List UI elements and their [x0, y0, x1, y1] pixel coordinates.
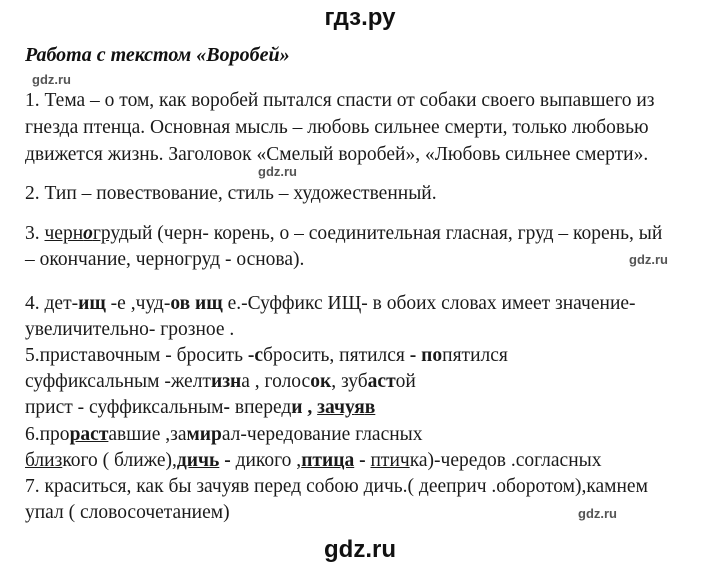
text-segment: - — [223, 397, 235, 418]
text-segment: ов ищ — [170, 293, 223, 314]
text-segment: 6.про — [25, 424, 70, 445]
answer-line-13 — [25, 451, 602, 471]
text-segment: изн — [210, 371, 242, 392]
text-segment: за — [317, 397, 334, 418]
text-segment: бросить, пятился — [263, 345, 410, 366]
answer-line-8: увеличительно- грозное . — [25, 319, 235, 340]
text-segment: в — [364, 397, 376, 418]
text-segment: кого ( ближе), — [62, 450, 177, 471]
text-segment: -с — [247, 345, 264, 366]
text-segment: е.-Суффикс ИЩ- в обоих словах имеет значение- — [222, 293, 636, 314]
answer-line-7 — [25, 294, 636, 314]
answer-line-5 — [25, 224, 662, 244]
answer-line-9 — [25, 346, 508, 366]
watermark: gdz.ru — [578, 506, 617, 521]
text-segment: чу — [333, 397, 355, 418]
text-segment: о — [83, 223, 93, 244]
section-heading: Работа с текстом «Воробей» — [25, 44, 290, 66]
text-segment: и , — [291, 397, 318, 418]
answer-line-14: 7. краситься, как бы зачуяв перед собою дичь.( дееприч .оборотом),камнем — [25, 476, 648, 497]
site-title: гдз.ру — [324, 4, 396, 31]
text-segment: аст — [367, 371, 396, 392]
text-segment: близ — [25, 450, 63, 471]
text-segment: 5.приставочным - бросить — [25, 345, 248, 366]
text-segment: ка)-чередов .согласных — [409, 450, 602, 471]
text-segment: 3. — [25, 223, 45, 244]
text-segment: ый — [128, 223, 153, 244]
text-segment: ок — [310, 371, 332, 392]
answer-line-10 — [25, 372, 416, 392]
text-segment: дикого , — [235, 450, 302, 471]
text-segment: - — [219, 450, 236, 471]
answer-line-15: упал ( словосочетанием) — [25, 502, 230, 523]
watermark: gdz.ru — [629, 252, 668, 267]
text-segment: раст — [69, 424, 109, 445]
text-segment: , зуб — [331, 371, 368, 392]
text-segment: - — [354, 450, 371, 471]
answer-line-2: гнезда птенца. Основная мысль – любовь сильнее смерти, только любовью — [25, 117, 649, 138]
answer-line-3: движется жизнь. Заголовок «Смелый воробей», «Любовь сильнее смерти». — [25, 144, 649, 165]
footer-site-name: gdz.ru — [324, 536, 396, 563]
watermark: gdz.ru — [258, 164, 297, 179]
text-segment: а , голос — [241, 371, 311, 392]
text-segment: авшие ,за — [108, 424, 187, 445]
text-segment: черн — [44, 223, 84, 244]
text-segment: я — [354, 397, 365, 418]
text-segment: суффиксальным -желт — [25, 371, 211, 392]
text-segment: птица — [301, 450, 355, 471]
text-segment: 4. дет- — [25, 293, 79, 314]
text-segment: ищ — [78, 293, 106, 314]
text-segment: дичь — [176, 450, 220, 471]
answer-line-6: – окончание, черногруд - основа). — [25, 249, 305, 270]
text-segment: пятился — [442, 345, 508, 366]
text-segment: вперед — [234, 397, 292, 418]
text-segment: -е ,чуд- — [105, 293, 171, 314]
text-segment: ал-чередование гласных — [221, 424, 423, 445]
answer-line-11 — [25, 398, 375, 418]
text-segment: ой — [395, 371, 416, 392]
text-segment: птич — [370, 450, 410, 471]
answer-line-12 — [25, 425, 423, 445]
text-segment: мир — [186, 424, 222, 445]
text-segment: груд — [92, 223, 129, 244]
answer-line-4: 2. Тип – повествование, стиль – художественный. — [25, 183, 437, 204]
text-segment: - по — [409, 345, 443, 366]
text-segment: прист - суффиксальным — [25, 397, 224, 418]
text-segment: (черн- корень, о – соединительная гласная, груд – корень, ый — [152, 223, 663, 244]
answer-line-1: 1. Тема – о том, как воробей пытался спасти от собаки своего выпавшего из — [25, 90, 655, 111]
watermark: gdz.ru — [32, 72, 71, 87]
